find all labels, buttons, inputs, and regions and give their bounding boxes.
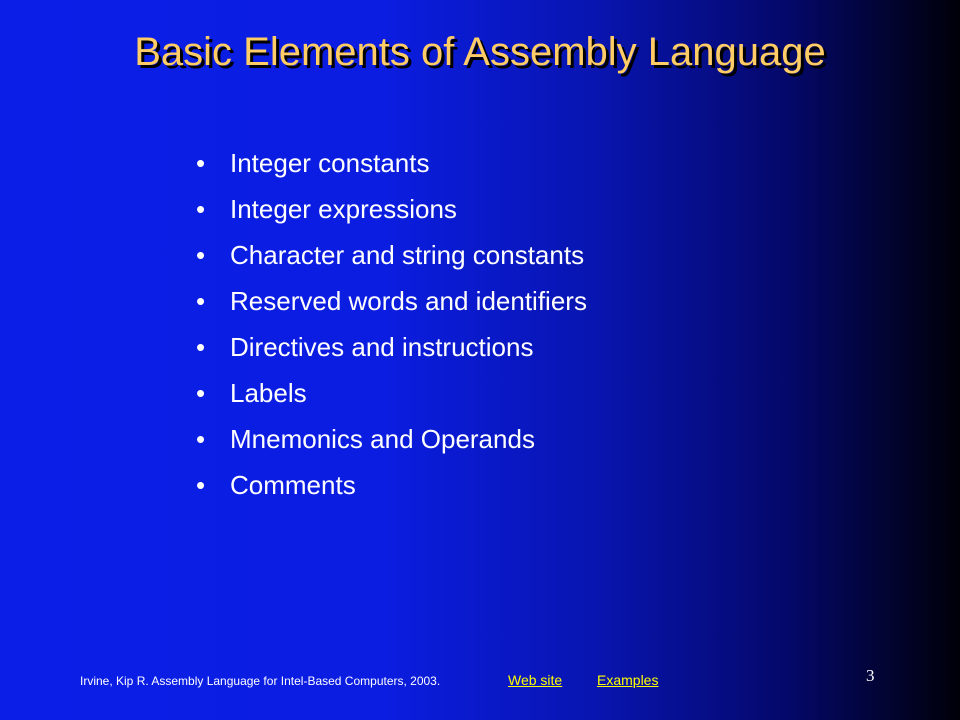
slide-title: Basic Elements of Assembly Language (134, 30, 826, 74)
bullet-icon: • (196, 378, 206, 408)
bullet-text: Comments (230, 470, 356, 500)
bullet-icon: • (196, 194, 206, 224)
bullet-text: Character and string constants (230, 240, 585, 270)
web-site-link[interactable]: Web site (508, 672, 563, 688)
bullet-icon: • (196, 424, 206, 454)
bullet-icon: • (196, 470, 206, 500)
bullet-text: Labels (230, 378, 307, 408)
examples-link[interactable]: Examples (597, 672, 659, 688)
bullet-icon: • (196, 332, 206, 362)
bullet-text: Reserved words and identifiers (230, 286, 587, 316)
bullet-text: Integer expressions (230, 194, 457, 224)
bullet-icon: • (196, 286, 206, 316)
bullet-icon: • (196, 148, 206, 178)
bullet-text: Mnemonics and Operands (230, 424, 535, 454)
bullet-icon: • (196, 240, 206, 270)
bullet-text: Integer constants (230, 148, 430, 178)
footer-citation: Irvine, Kip R. Assembly Language for Intel-Based Computers, 2003. (80, 674, 441, 688)
bullet-text: Directives and instructions (230, 332, 534, 362)
page-number: 3 (866, 666, 875, 685)
